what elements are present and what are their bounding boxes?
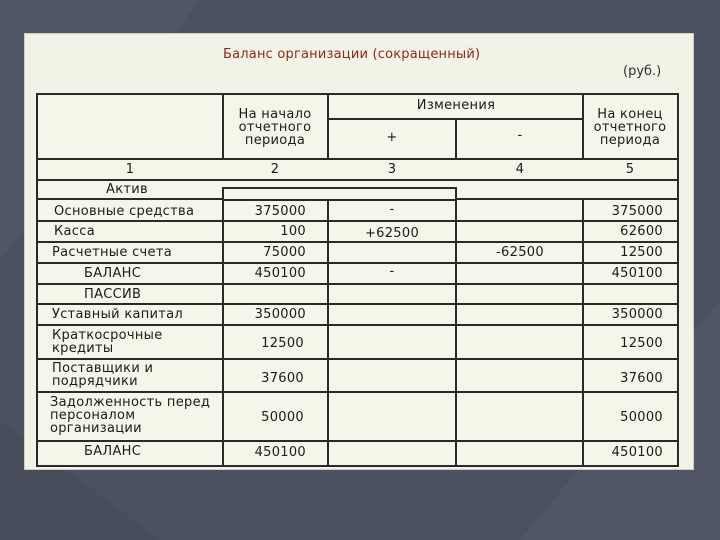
header-plus: +	[386, 130, 398, 145]
row-start: 50000	[261, 410, 304, 425]
row-plus: +62500	[364, 226, 420, 241]
currency-unit: (руб.)	[623, 64, 662, 79]
row-end: 450100	[611, 445, 663, 460]
row-start: 450100	[254, 266, 306, 281]
row-name: Касса	[54, 224, 95, 239]
row-start: 37600	[261, 371, 304, 386]
row-end: 50000	[620, 410, 663, 425]
row-start: 375000	[254, 204, 306, 219]
row-end: 62600	[620, 224, 663, 239]
row-minus: -62500	[496, 245, 544, 260]
row-name: БАЛАНС	[84, 266, 142, 281]
row-start: 100	[280, 224, 306, 239]
section-asset: Актив	[106, 182, 148, 197]
header-minus: -	[517, 128, 523, 143]
row-end: 12500	[620, 336, 663, 351]
row-end: 375000	[611, 204, 663, 219]
header-end-period: На конец отчетного периода	[593, 107, 667, 148]
row-name: Расчетные счета	[52, 245, 172, 260]
col-number-3: 3	[387, 162, 397, 177]
row-end: 350000	[611, 307, 663, 322]
row-start: 350000	[254, 307, 306, 322]
col-number-5: 5	[625, 162, 635, 177]
col-number-1: 1	[125, 162, 135, 177]
col-number-2: 2	[270, 162, 280, 177]
row-name: Задолженность перед персоналом организации	[50, 395, 211, 436]
row-name: Краткосрочные кредиты	[52, 328, 163, 356]
row-plus: -	[389, 202, 395, 217]
row-start: 12500	[261, 336, 304, 351]
row-end: 37600	[620, 371, 663, 386]
row-end: 450100	[611, 266, 663, 281]
header-start-period: На начало отчетного периода	[238, 107, 312, 148]
row-start: 75000	[263, 245, 306, 260]
section-liabilities: ПАССИВ	[84, 287, 142, 302]
balance-table	[36, 93, 679, 467]
header-changes: Изменения	[416, 98, 496, 113]
row-name: Уставный капитал	[52, 307, 184, 322]
row-end: 12500	[620, 245, 663, 260]
row-start: 450100	[254, 445, 306, 460]
col-number-4: 4	[515, 162, 525, 177]
row-plus: -	[389, 264, 395, 279]
row-name: Основные средства	[54, 204, 195, 219]
row-name: БАЛАНС	[84, 444, 142, 459]
document-title: Баланс организации (сокращенный)	[223, 47, 481, 62]
row-name: Поставщики и подрядчики	[52, 361, 154, 389]
